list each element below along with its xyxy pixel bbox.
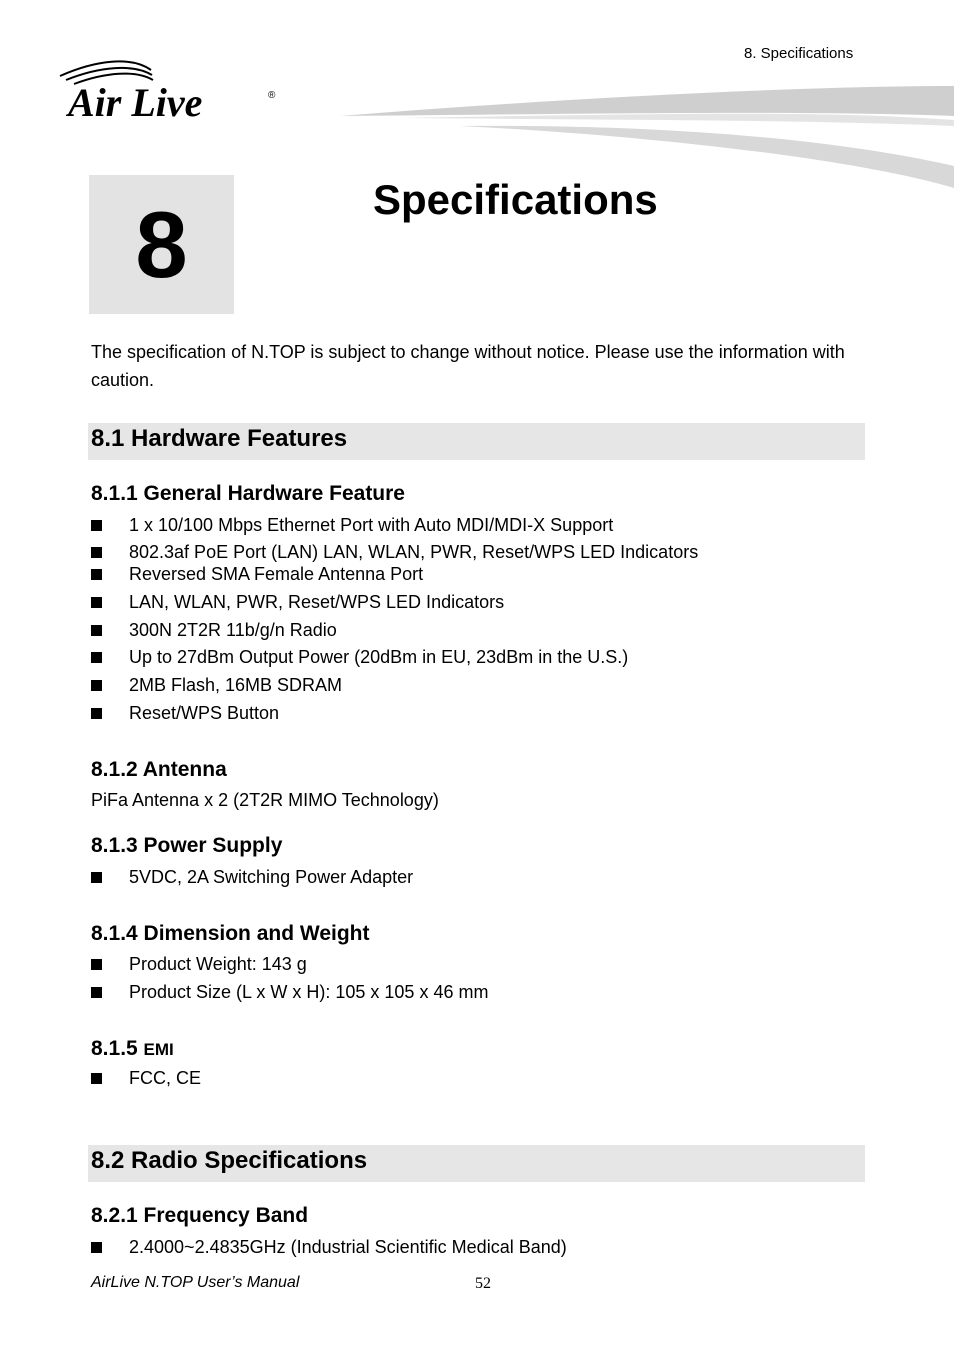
airlive-logo bbox=[56, 58, 286, 124]
footer-manual-title: AirLive N.TOP User’s Manual bbox=[91, 1274, 300, 1291]
list-item: 802.3af PoE Port (LAN) LAN, WLAN, PWR, Reset/WPS LED Indicators bbox=[91, 540, 698, 564]
bullet-square-icon bbox=[91, 625, 102, 636]
logo-text: Air Live bbox=[68, 80, 203, 124]
list-item: 2.4000~2.4835GHz (Industrial Scientific Medical Band) bbox=[91, 1235, 567, 1259]
list-item: 1 x 10/100 Mbps Ethernet Port with Auto MDI/MDI-X Support bbox=[91, 513, 613, 537]
subsection-title-frequency: 8.2.1 Frequency Band bbox=[91, 1204, 309, 1227]
list-item: Product Size (L x W x H): 105 x 105 x 46 mm bbox=[91, 980, 488, 1004]
bullet-square-icon bbox=[91, 597, 102, 608]
bullet-square-icon bbox=[91, 1073, 102, 1084]
list-item: FCC, CE bbox=[91, 1066, 201, 1090]
subsection-title-general: 8.1.1 General Hardware Feature bbox=[91, 482, 405, 505]
antenna-text: PiFa Antenna x 2 (2T2R MIMO Technology) bbox=[91, 790, 439, 810]
bullet-square-icon bbox=[91, 652, 102, 663]
chapter-number: 8 bbox=[135, 191, 188, 297]
bullet-square-icon bbox=[91, 680, 102, 691]
section-title-radio: 8.2 Radio Specifications bbox=[91, 1147, 368, 1174]
subsection-title-emi: 8.1.5 EMI bbox=[91, 1037, 174, 1060]
bullet-square-icon bbox=[91, 987, 102, 998]
bullet-square-icon bbox=[91, 872, 102, 883]
bullet-square-icon bbox=[91, 569, 102, 580]
list-item: 2MB Flash, 16MB SDRAM bbox=[91, 673, 342, 697]
subsection-title-power: 8.1.3 Power Supply bbox=[91, 834, 283, 857]
page-number: 52 bbox=[475, 1275, 491, 1292]
bullet-square-icon bbox=[91, 520, 102, 531]
logo-registered-mark: ® bbox=[268, 90, 276, 101]
chapter-number-box bbox=[89, 175, 234, 314]
bullet-square-icon bbox=[91, 547, 102, 558]
list-item: Product Weight: 143 g bbox=[91, 952, 307, 976]
bullet-square-icon bbox=[91, 1242, 102, 1253]
subsection-title-dimension: 8.1.4 Dimension and Weight bbox=[91, 922, 370, 945]
bullet-square-icon bbox=[91, 959, 102, 970]
list-item: LAN, WLAN, PWR, Reset/WPS LED Indicators bbox=[91, 590, 504, 614]
subsection-title-antenna: 8.1.2 Antenna bbox=[91, 758, 227, 781]
list-item: Reset/WPS Button bbox=[91, 701, 279, 725]
list-item: 5VDC, 2A Switching Power Adapter bbox=[91, 865, 413, 889]
section-bar-hardware bbox=[88, 423, 865, 460]
section-bar-radio bbox=[88, 1145, 865, 1182]
section-title-hardware: 8.1 Hardware Features bbox=[91, 425, 348, 452]
chapter-title: Specifications bbox=[373, 176, 658, 223]
list-item: Reversed SMA Female Antenna Port bbox=[91, 562, 423, 586]
running-head: 8. Specifications bbox=[744, 45, 854, 62]
list-item: Up to 27dBm Output Power (20dBm in EU, 23dBm in the U.S.) bbox=[91, 645, 628, 669]
intro-paragraph: The specification of N.TOP is subject to change without notice. Please use the information with caution. bbox=[91, 342, 845, 390]
bullet-square-icon bbox=[91, 708, 102, 719]
list-item: 300N 2T2R 11b/g/n Radio bbox=[91, 618, 337, 642]
